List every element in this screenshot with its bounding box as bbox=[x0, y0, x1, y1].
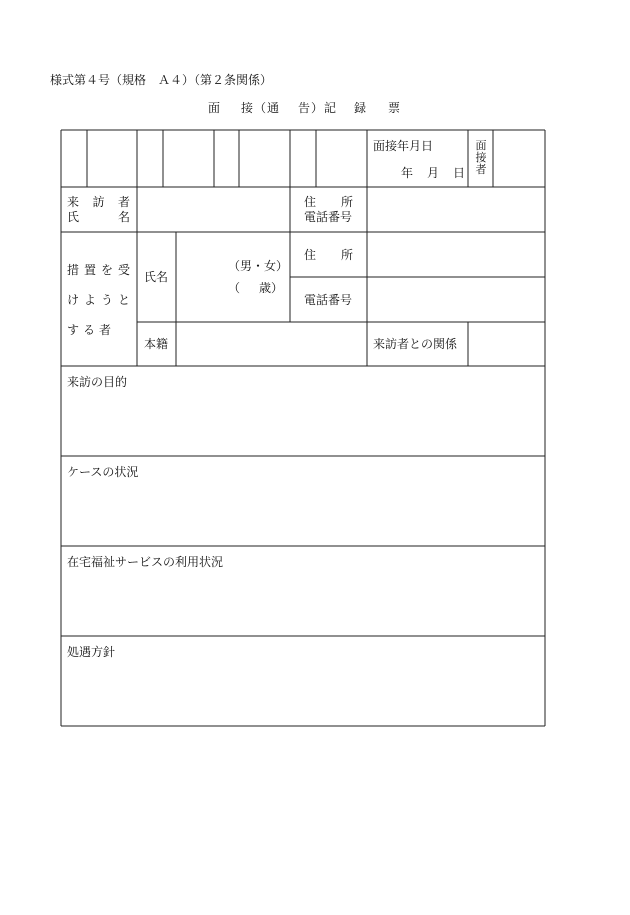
sex-label: （男・女） bbox=[228, 259, 289, 273]
subject-address-label bbox=[304, 248, 353, 262]
relation-label: 来訪者との関係 bbox=[373, 337, 458, 351]
interview-date-label: 面接年月日 bbox=[373, 139, 434, 153]
label-char: 措 bbox=[67, 263, 80, 277]
label-char: る bbox=[83, 323, 96, 337]
label-char: け bbox=[67, 293, 80, 307]
subject-name-label: 氏名 bbox=[144, 270, 169, 284]
section-welfare-services-label: 在宅福祉サービスの利用状況 bbox=[67, 555, 224, 569]
title-part: 面 bbox=[208, 101, 222, 115]
subject-label-line bbox=[67, 293, 130, 307]
age-open: （ bbox=[228, 281, 241, 295]
day-unit: 日 bbox=[453, 166, 466, 180]
label-char: 置 bbox=[83, 263, 96, 277]
section-case-status-label: ケースの状況 bbox=[67, 465, 139, 479]
label-char: と bbox=[117, 293, 130, 307]
visitor-phone-label: 電話番号 bbox=[304, 210, 353, 224]
form-number: 様式第４号（規格 Ａ４）（第２条関係） bbox=[50, 73, 273, 87]
title-part: 票 bbox=[388, 101, 402, 115]
label-char: 住 bbox=[304, 248, 317, 262]
visitor-label-char: 来 bbox=[67, 195, 80, 209]
visitor-label-char: 名 bbox=[117, 210, 130, 224]
year-unit: 年 bbox=[401, 166, 414, 180]
section-treatment-policy-label: 処遇方針 bbox=[67, 645, 116, 659]
visitor-label-char: 者 bbox=[117, 195, 130, 209]
label-char: 所 bbox=[340, 248, 353, 262]
visitor-label-char: 氏 bbox=[67, 210, 80, 224]
subject-label-line bbox=[67, 323, 130, 337]
visitor-label-char: 訪 bbox=[92, 195, 105, 209]
label-char: 所 bbox=[340, 195, 353, 209]
label-char: 受 bbox=[117, 263, 130, 277]
label-char: う bbox=[100, 293, 113, 307]
section-purpose-label: 来訪の目的 bbox=[67, 375, 128, 389]
label-char: を bbox=[100, 263, 113, 277]
label-char: 住 bbox=[304, 195, 317, 209]
domicile-label: 本籍 bbox=[144, 337, 169, 351]
visitor-address-label bbox=[304, 195, 353, 209]
age-label: 歳） bbox=[259, 281, 284, 295]
visitor-label-top bbox=[67, 195, 130, 209]
title-part: 録 bbox=[354, 101, 368, 115]
interviewer-label: 面接者 bbox=[475, 139, 487, 176]
subject-phone-label: 電話番号 bbox=[304, 293, 353, 307]
title-part: 告）記 bbox=[298, 101, 338, 115]
subject-label-line bbox=[67, 263, 130, 277]
month-unit: 月 bbox=[427, 166, 440, 180]
visitor-name-label bbox=[67, 210, 130, 224]
label-char: よ bbox=[83, 293, 96, 307]
title-part: 接（通 bbox=[241, 101, 281, 115]
label-char: 者 bbox=[99, 323, 112, 337]
label-char: す bbox=[67, 323, 80, 337]
